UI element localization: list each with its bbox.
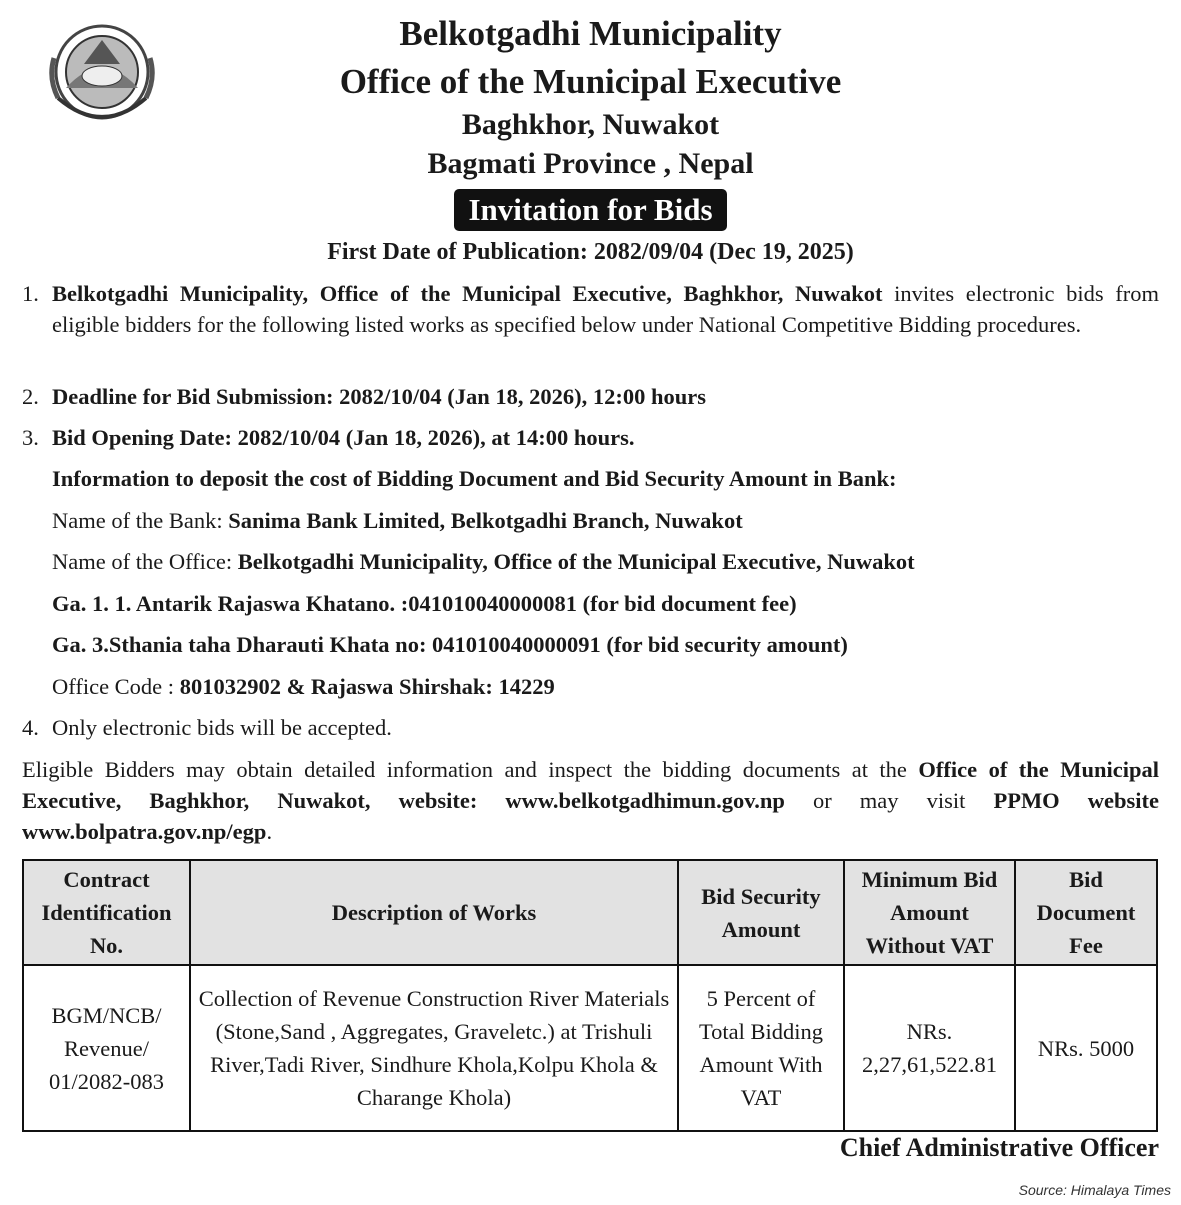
bid-security-cell: 5 Percent of Total Bidding Amount With VAT	[678, 965, 844, 1131]
office-address: Baghkhor, Nuwakot	[461, 108, 720, 141]
table-header-row	[23, 860, 1157, 965]
item-1-bold: Belkotgadhi Municipality, Office of the Municipal Executive, Baghkhor, Nuwakot	[52, 281, 883, 306]
item-1-text	[52, 278, 1159, 340]
bank-name-value: Sanima Bank Limited, Belkotgadhi Branch, Nuwakot	[228, 508, 743, 533]
office-code-line	[52, 671, 555, 702]
source-credit: Source: Himalaya Times	[1018, 1182, 1171, 1198]
eligible-text: .	[266, 819, 273, 844]
office-code-value: 801032902 & Rajaswa Shirshak: 14229	[179, 674, 555, 699]
min-bid-cell: NRs. 2,27,61,522.81	[844, 965, 1015, 1131]
item-number: 3.	[22, 425, 39, 450]
office-code-label: Office Code :	[52, 674, 180, 699]
account-bid-security: Ga. 3.Sthania taha Dharauti Khata no: 041010040000091 (for bid security amount)	[52, 632, 848, 657]
municipality-name: Belkotgadhi Municipality	[399, 14, 782, 53]
column-header: Description of Works	[190, 860, 678, 965]
bid-opening-date: Bid Opening Date: 2082/10/04 (Jan 18, 2026), at 14:00 hours.	[52, 425, 635, 450]
office-website: Office of the Municipal Executive, Baghkhor, Nuwakot, website: www.belkotgadhimun.gov.np	[22, 757, 1160, 813]
office-name: Office of the Municipal Executive	[339, 62, 842, 101]
item-number: 2.	[22, 384, 39, 409]
contract-id-cell: BGM/NCB/ Revenue/ 01/2082-083	[23, 965, 190, 1131]
ppmo-website: PPMO website www.bolpatra.gov.np/egp	[22, 788, 1159, 844]
office-name-value: Belkotgadhi Municipality, Office of the Municipal Executive, Nuwakot	[237, 549, 915, 574]
bank-name-line	[52, 505, 743, 536]
column-header: Minimum Bid Amount Without VAT	[844, 860, 1015, 965]
item-1-rest: invites electronic bids from eligible bidders for the following listed works as specified below under National Competitive Bidding procedures.	[52, 281, 1159, 337]
description-cell: Collection of Revenue Construction River Materials (Stone,Sand , Aggregates, Graveletc.) at Trishuli River,Tadi River, Sindhure Khola,Kolpu Khola & Charange Khola)	[190, 965, 678, 1131]
account-doc-fee: Ga. 1. 1. Antarik Rajaswa Khatano. :041010040000081 (for bid document fee)	[52, 591, 797, 616]
bank-name-label: Name of the Bank:	[52, 508, 229, 533]
bank-info-heading: Information to deposit the cost of Bidding Document and Bid Security Amount in Bank:	[52, 466, 897, 491]
province-country: Bagmati Province , Nepal	[427, 147, 754, 180]
bid-deadline: Deadline for Bid Submission: 2082/10/04 (Jan 18, 2026), 12:00 hours	[52, 384, 707, 409]
column-header: Bid Document Fee	[1015, 860, 1157, 965]
eligible-bidders-paragraph	[22, 754, 1159, 847]
electronic-bids-note: Only electronic bids will be accepted.	[52, 715, 392, 740]
column-header: Contract Identification No.	[23, 860, 190, 965]
item-number: 4.	[22, 715, 39, 740]
signature-title: Chief Administrative Officer	[839, 1133, 1159, 1162]
doc-fee-cell: NRs. 5000	[1015, 965, 1157, 1131]
item-number: 1.	[22, 281, 39, 306]
publication-date: First Date of Publication: 2082/09/04 (Dec 19, 2025)	[327, 239, 854, 265]
office-name-label: Name of the Office:	[52, 549, 238, 574]
column-header: Bid Security Amount	[678, 860, 844, 965]
table-row	[23, 965, 1157, 1131]
bids-table	[22, 859, 1158, 1132]
eligible-text: Eligible Bidders may obtain detailed information and inspect the bidding documents at the	[22, 757, 919, 782]
notice-title: Invitation for Bids	[454, 189, 726, 231]
eligible-text: or may visit	[784, 788, 994, 813]
office-name-line	[52, 546, 915, 577]
